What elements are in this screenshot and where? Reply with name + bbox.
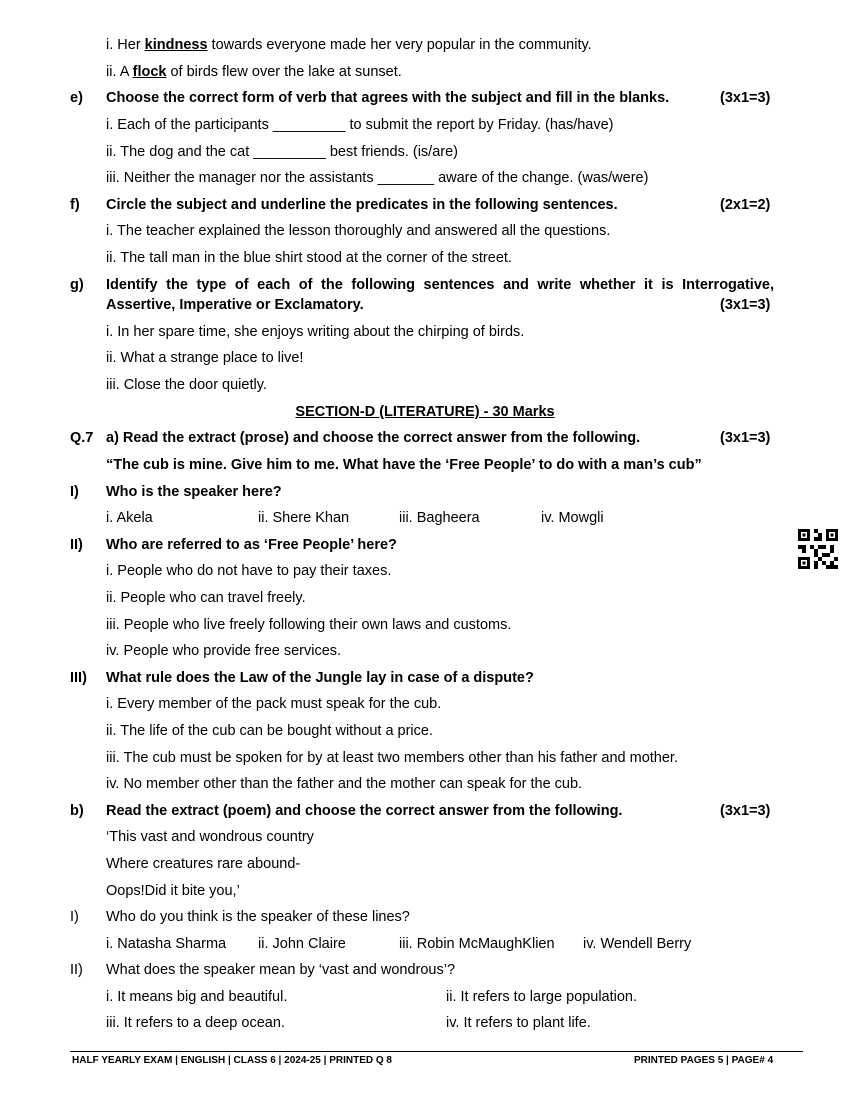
- item-kindness: i. Her kindness towards everyone made her very popular in the community.: [106, 37, 592, 53]
- marks-e: (3x1=3): [720, 90, 771, 106]
- q7b2-option-2: ii. It refers to large population.: [446, 989, 638, 1005]
- q7a-question-1: Who is the speaker here?: [106, 484, 282, 500]
- question-e: Choose the correct form of verb that agrees with the subject and fill in the blanks.: [106, 90, 670, 106]
- question-q7a: a) Read the extract (prose) and choose the correct answer from the following.: [106, 430, 641, 446]
- poem-line-1: ‘This vast and wondrous country: [106, 829, 314, 845]
- footer-left: HALF YEARLY EXAM | ENGLISH | CLASS 6 | 2024-25 | PRINTED Q 8: [72, 1055, 392, 1066]
- question-label-q7: Q.7: [70, 430, 94, 446]
- q7a2-option-2: ii. People who can travel freely.: [106, 590, 306, 606]
- q7a3-option-1: i. Every member of the pack must speak for the cub.: [106, 696, 442, 712]
- marks-q7a: (3x1=3): [720, 430, 771, 446]
- q7b1-option-4: iv. Wendell Berry: [583, 936, 692, 952]
- kindness-word: kindness: [144, 37, 208, 53]
- footer-right: PRINTED PAGES 5 | PAGE# 4: [634, 1055, 774, 1066]
- q7b1-option-2: ii. John Claire: [258, 936, 346, 952]
- q7a-label-3: III): [70, 670, 87, 686]
- q7b-question-2: What does the speaker mean by ‘vast and wondrous’?: [106, 962, 456, 978]
- poem-line-3: Oops!Did it bite you,’: [106, 883, 240, 899]
- question-label-e: e): [70, 90, 83, 106]
- e-item-1: i. Each of the participants _________ to submit the report by Friday. (has/have): [106, 117, 614, 133]
- q7a1-option-3: iii. Bagheera: [399, 510, 480, 526]
- q7b1-option-1: i. Natasha Sharma: [106, 936, 227, 952]
- flock-word: flock: [132, 64, 167, 80]
- f-item-2: ii. The tall man in the blue shirt stood at the corner of the street.: [106, 250, 512, 266]
- q7a2-option-3: iii. People who live freely following their own laws and customs.: [106, 617, 512, 633]
- question-label-q7b: b): [70, 803, 84, 819]
- q7b2-option-4: iv. It refers to plant life.: [446, 1015, 591, 1031]
- e-item-2: ii. The dog and the cat _________ best friends. (is/are): [106, 144, 458, 160]
- q7a3-option-2: ii. The life of the cub can be bought without a price.: [106, 723, 433, 739]
- q7a-label-1: I): [70, 484, 79, 500]
- q7a-question-3: What rule does the Law of the Jungle lay in case of a dispute?: [106, 670, 534, 686]
- poem-line-2: Where creatures rare abound-: [106, 856, 301, 872]
- q7a2-option-4: iv. People who provide free services.: [106, 643, 342, 659]
- q7b-label-1: I): [70, 909, 79, 925]
- question-g-line1: Identify the type of each of the following sentences and write whether it is Interrogative,: [106, 277, 774, 293]
- q7a3-option-4: iv. No member other than the father and the mother can speak for the cub.: [106, 776, 583, 792]
- q7a-question-2: Who are referred to as ‘Free People’ here?: [106, 537, 397, 553]
- f-item-1: i. The teacher explained the lesson thoroughly and answered all the questions.: [106, 223, 611, 239]
- q7a2-option-1: i. People who do not have to pay their taxes.: [106, 563, 392, 579]
- section-d-title: SECTION-D (LITERATURE) - 30 Marks: [295, 404, 555, 420]
- marks-g: (3x1=3): [720, 297, 771, 313]
- g-item-3: iii. Close the door quietly.: [106, 377, 267, 393]
- q7b-question-1: Who do you think is the speaker of these lines?: [106, 909, 410, 925]
- q7b1-option-3: iii. Robin McMaughKlien: [399, 936, 555, 952]
- marks-q7b: (3x1=3): [720, 803, 771, 819]
- question-f: Circle the subject and underline the predicates in the following sentences.: [106, 197, 618, 213]
- q7b-label-2: II): [70, 962, 83, 978]
- qr-code-icon: [798, 529, 838, 569]
- question-label-g: g): [70, 277, 84, 293]
- question-label-f: f): [70, 197, 80, 213]
- q7b2-option-3: iii. It refers to a deep ocean.: [106, 1015, 285, 1031]
- prose-extract: “The cub is mine. Give him to me. What have the ‘Free People’ to do with a man’s cub”: [106, 457, 702, 473]
- g-item-1: i. In her spare time, she enjoys writing about the chirping of birds.: [106, 324, 525, 340]
- g-item-2: ii. What a strange place to live!: [106, 350, 304, 366]
- e-item-3: iii. Neither the manager nor the assistants _______ aware of the change. (was/were): [106, 170, 649, 186]
- q7a1-option-2: ii. Shere Khan: [258, 510, 350, 526]
- q7a3-option-3: iii. The cub must be spoken for by at least two members other than his father and mother.: [106, 750, 678, 766]
- question-q7b: Read the extract (poem) and choose the correct answer from the following.: [106, 803, 623, 819]
- footer-divider: [70, 1051, 803, 1052]
- item-flock: ii. A flock of birds flew over the lake at sunset.: [106, 64, 402, 80]
- question-g-line2: Assertive, Imperative or Exclamatory.: [106, 297, 364, 313]
- q7b2-option-1: i. It means big and beautiful.: [106, 989, 288, 1005]
- q7a1-option-1: i. Akela: [106, 510, 153, 526]
- marks-f: (2x1=2): [720, 197, 771, 213]
- q7a1-option-4: iv. Mowgli: [541, 510, 604, 526]
- q7a-label-2: II): [70, 537, 83, 553]
